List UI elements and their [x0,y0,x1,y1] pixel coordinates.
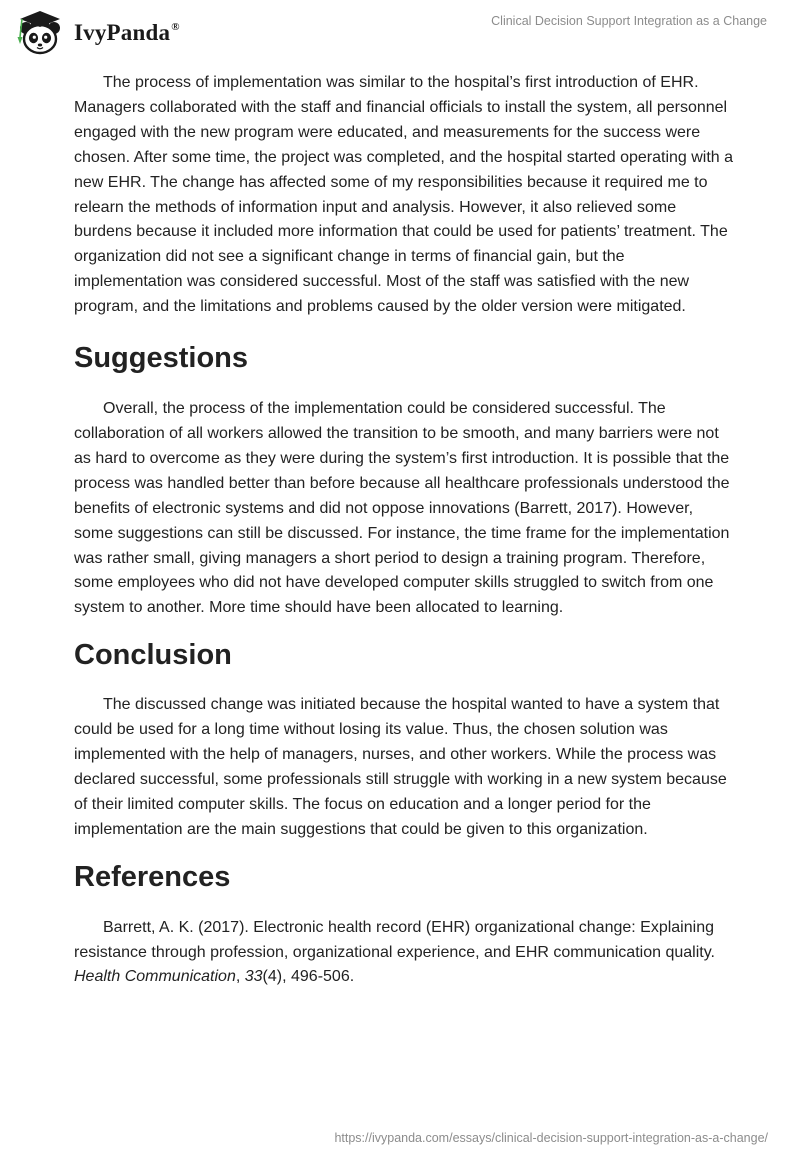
essay-body [74,71,734,990]
registered-mark: ® [171,21,180,33]
suggestions-heading: Suggestions [74,342,249,375]
reference-pages: (4), 496-506. [262,968,355,986]
reference-separator: , [235,968,245,986]
reference-citation: Barrett, A. K. (2017). Electronic health record (EHR) organizational change: Explaining resistance through profession, organizational experience, and EHR communication quality. [74,918,715,961]
brand-name-text: IvyPanda [74,20,171,45]
conclusion-paragraph: The discussed change was initiated because the hospital wanted to have a system that could be used for a long time without losing its value. Thus, the chosen solution was implemented with the help of managers, nurses, and other workers. While the process was declared successful, some professionals still struggle with working in a new system because of their limited computer skills. The focus on education and a longer period for the implementation are the main suggestions that could be given to this organization. [74,696,727,838]
reference-volume: 33 [244,968,263,986]
reference-entry [74,916,734,991]
brand-name [74,20,180,46]
brand-logo[interactable] [14,8,180,58]
suggestions-paragraph: Overall, the process of the implementation could be considered successful. The collaboration of all workers allowed the transition to be smooth, and many barriers were not as hard to overcome as they were during the system’s first introduction. It is possible that the process was handled better than before because all healthcare professionals understood the benefits of electronic systems and did not oppose innovations (Barrett, 2017). However, some suggestions can still be discussed. For instance, the time frame for the implementation was rather small, giving managers a short period to design a training program. Therefore, some employees who did not have developed computer skills struggled to switch from one system to another. More time should have been allocated to learning. [74,400,730,617]
panda-graduate-icon [14,8,68,58]
references-heading: References [74,860,231,893]
implementation-paragraph: The process of implementation was similar to the hospital’s first introduction of EHR. Managers collaborated with the staff and financial officials to install the system, all personnel engaged with the new program were educated, and measurements for the success were chosen. After some time, the project was completed, and the hospital started operating with a new EHR. The change has affected some of my responsibilities because it required me to relearn the methods of information input and analysis. However, it also relieved some burdens because it included more information that could be used for patients’ treatment. The organization did not see a significant change in terms of financial gain, but the implementation was considered successful. Most of the staff was satisfied with the new program, and the limitations and problems caused by the older version were mitigated. [74,74,734,316]
conclusion-heading: Conclusion [74,639,232,672]
source-url[interactable]: https://ivypanda.com/essays/clinical-decision-support-integration-as-a-change/ [334,1131,768,1145]
document-title: Clinical Decision Support Integration as a Change [491,14,767,28]
reference-journal: Health Communication [74,968,236,986]
page-header [0,0,800,66]
